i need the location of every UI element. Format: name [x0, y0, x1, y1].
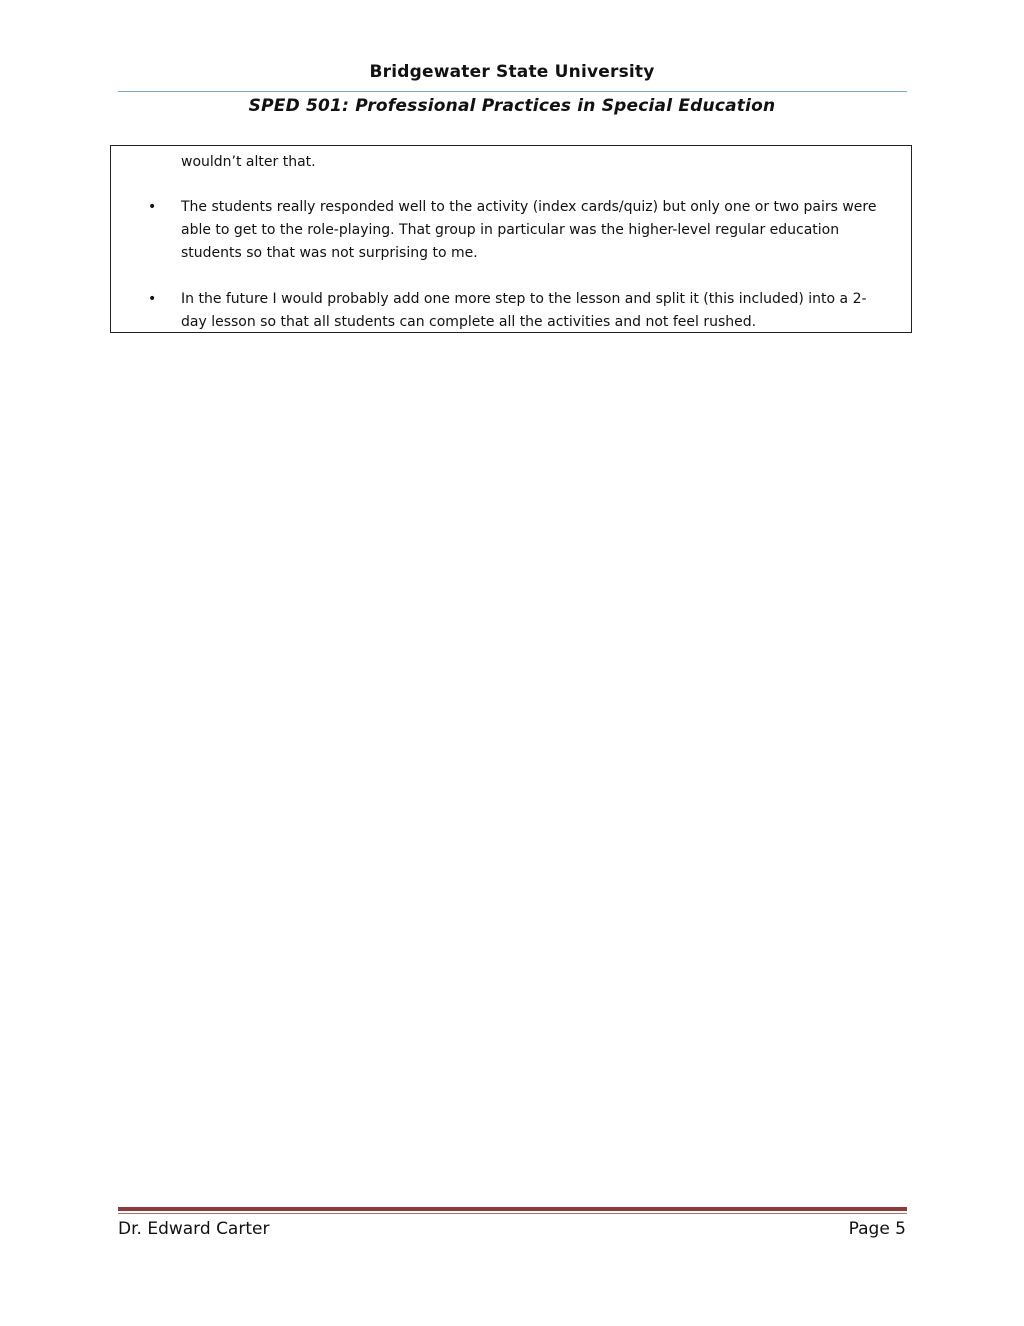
continued-text: wouldn’t alter that.	[181, 154, 316, 170]
bullet-text: In the future I would probably add one more step to the lesson and split it (this included) into a 2-day lesson so that all students can complete all the activities and not feel rushed.	[181, 291, 867, 330]
bullet-icon: •	[148, 199, 157, 215]
footer-divider	[118, 1207, 907, 1211]
page-header-title: Bridgewater State University	[369, 62, 655, 82]
footer-author: Dr. Edward Carter	[118, 1219, 270, 1239]
footer-divider-thin	[118, 1213, 907, 1214]
bullet-text: The students really responded well to the activity (index cards/quiz) but only one or two pairs were able to get to the role-playing. That group in particular was the higher-level regular education students so that was not surprising to me.	[181, 199, 877, 261]
list-item	[111, 288, 911, 334]
bullet-list	[111, 196, 911, 357]
header-divider	[118, 91, 907, 92]
page-header-subtitle: SPED 501: Professional Practices in Special Education	[248, 96, 776, 116]
bullet-icon: •	[148, 291, 157, 307]
reflection-box	[110, 145, 912, 333]
list-item	[111, 196, 911, 265]
footer-page-number: Page 5	[848, 1219, 906, 1239]
